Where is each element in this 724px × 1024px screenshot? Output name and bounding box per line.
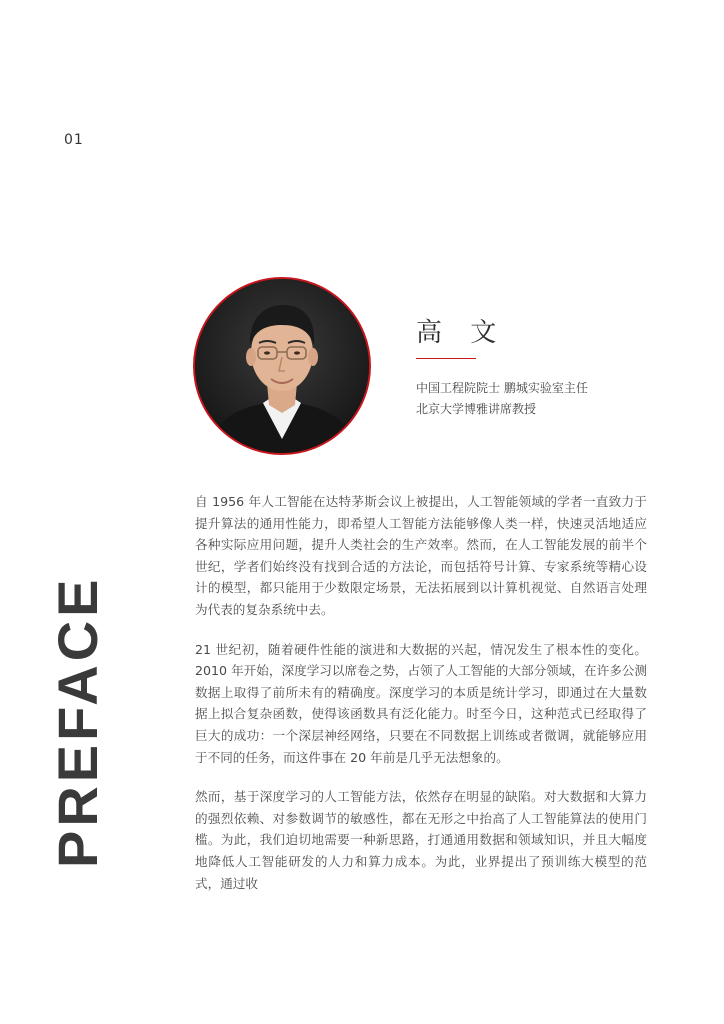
paragraph: 自 1956 年人工智能在达特茅斯会议上被提出，人工智能领域的学者一直致力于提升算法的通用性能力，即希望人工智能方法能够像人类一样，快速灵活地适应各种实际应用问题，提升人类社会的生产效率。然而，在人工智能发展的前半个世纪，学者们始终没有找到合适的方法论，而包括符号计算、专家系统等精心设计的模型，都只能用于少数限定场景，无法拓展到以计算机视觉、自然语言处理为代表的复杂系统中去。 — [195, 494, 647, 617]
preface-heading: PREFACE — [46, 575, 109, 868]
portrait-photo — [195, 279, 369, 453]
paragraph: 21 世纪初，随着硬件性能的演进和大数据的兴起，情况发生了根本性的变化。2010 年开始，深度学习以席卷之势，占领了人工智能的大部分领域，在许多公测数据上取得了前所未有的精确度。深度学习的本质是统计学习，即通过在大量数据上拟合复杂函数，使得该函数具有泛化能力。时至今日，这种范式已经取得了巨大的成功：一个深层神经网络，只要在不同数据上训练或者微调，就能够应用于不同的任务，而这件事在 20 年前是几乎无法想象的。 — [195, 641, 647, 765]
author-title: 中国工程院院士 鹏城实验室主任 — [416, 381, 588, 395]
preface-body — [195, 491, 647, 912]
author-portrait — [193, 277, 371, 455]
paragraph: 然而，基于深度学习的人工智能方法，依然存在明显的缺陷。对大数据和大算力的强烈依赖、对参数调节的敏感性，都在无形之中抬高了人工智能算法的使用门槛。为此，我们迫切地需要一种新思路，打通通用数据和领域知识，并且大幅度地降低人工智能研发的人力和算力成本。为此，业界提出了预训练大模型的范式，通过收 — [195, 789, 647, 891]
name-divider — [416, 358, 476, 359]
author-name: 高 文 — [416, 318, 507, 348]
page-number: 01 — [64, 132, 84, 148]
author-title: 北京大学博雅讲席教授 — [416, 402, 537, 416]
